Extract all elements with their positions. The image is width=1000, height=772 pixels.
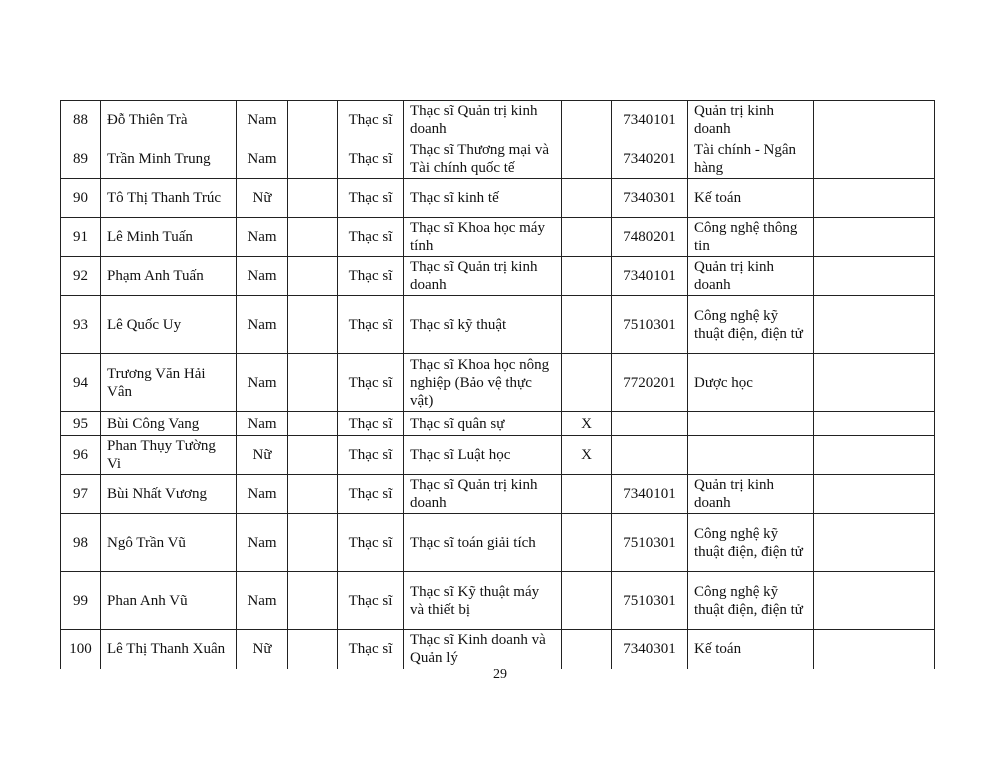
staff-name: Phạm Anh Tuấn: [101, 257, 237, 296]
note-cell: [814, 572, 935, 630]
empty-cell: [288, 630, 338, 669]
gender: Nam: [237, 354, 288, 412]
row-number: 99: [61, 572, 101, 630]
mark: [562, 101, 612, 140]
table-row: [61, 179, 935, 218]
empty-cell: [288, 572, 338, 630]
staff-name: Trương Văn Hải Vân: [101, 354, 237, 412]
staff-name: Lê Minh Tuấn: [101, 218, 237, 257]
field-code: [612, 412, 688, 436]
field-code: 7340101: [612, 257, 688, 296]
degree: Thạc sĩ: [338, 257, 404, 296]
staff-table: [60, 100, 935, 669]
note-cell: [814, 514, 935, 572]
table-row: [61, 514, 935, 572]
degree: Thạc sĩ: [338, 475, 404, 514]
major: Thạc sĩ quân sự: [404, 412, 562, 436]
mark: [562, 630, 612, 669]
field-name: Quản trị kinh doanh: [688, 475, 814, 514]
mark: [562, 179, 612, 218]
field-name: Kế toán: [688, 630, 814, 669]
empty-cell: [288, 179, 338, 218]
mark: [562, 514, 612, 572]
mark: [562, 572, 612, 630]
row-number: 92: [61, 257, 101, 296]
field-code: 7340201: [612, 140, 688, 179]
staff-name: Tô Thị Thanh Trúc: [101, 179, 237, 218]
gender: Nam: [237, 101, 288, 140]
table-row: [61, 257, 935, 296]
note-cell: [814, 296, 935, 354]
row-number: 93: [61, 296, 101, 354]
major: Thạc sĩ Quản trị kinh doanh: [404, 101, 562, 140]
gender: Nam: [237, 218, 288, 257]
empty-cell: [288, 296, 338, 354]
field-code: 7340301: [612, 630, 688, 669]
row-number: 91: [61, 218, 101, 257]
note-cell: [814, 436, 935, 475]
degree: Thạc sĩ: [338, 630, 404, 669]
note-cell: [814, 218, 935, 257]
staff-name: Bùi Công Vang: [101, 412, 237, 436]
note-cell: [814, 101, 935, 140]
degree: Thạc sĩ: [338, 179, 404, 218]
row-number: 100: [61, 630, 101, 669]
field-name: Tài chính - Ngân hàng: [688, 140, 814, 179]
row-number: 96: [61, 436, 101, 475]
degree: Thạc sĩ: [338, 572, 404, 630]
empty-cell: [288, 475, 338, 514]
table-row: [61, 354, 935, 412]
field-name: Công nghệ kỹ thuật điện, điện tử: [688, 514, 814, 572]
gender: Nam: [237, 572, 288, 630]
major: Thạc sĩ Kỹ thuật máy và thiết bị: [404, 572, 562, 630]
major: Thạc sĩ kỹ thuật: [404, 296, 562, 354]
major: Thạc sĩ Khoa học nông nghiệp (Bảo vệ thực vật): [404, 354, 562, 412]
table-row: [61, 218, 935, 257]
gender: Nữ: [237, 630, 288, 669]
table-body: [61, 101, 935, 669]
field-code: 7510301: [612, 572, 688, 630]
gender: Nữ: [237, 179, 288, 218]
mark: [562, 475, 612, 514]
staff-name: Bùi Nhất Vương: [101, 475, 237, 514]
field-name: [688, 412, 814, 436]
mark: [562, 140, 612, 179]
field-code: 7340301: [612, 179, 688, 218]
field-code: 7720201: [612, 354, 688, 412]
degree: Thạc sĩ: [338, 514, 404, 572]
field-name: Công nghệ thông tin: [688, 218, 814, 257]
major: Thạc sĩ Luật học: [404, 436, 562, 475]
major: Thạc sĩ Kinh doanh và Quản lý: [404, 630, 562, 669]
table-row: [61, 412, 935, 436]
table-row: [61, 572, 935, 630]
major: Thạc sĩ Quản trị kinh doanh: [404, 475, 562, 514]
row-number: 98: [61, 514, 101, 572]
empty-cell: [288, 218, 338, 257]
gender: Nam: [237, 296, 288, 354]
empty-cell: [288, 354, 338, 412]
field-name: Dược học: [688, 354, 814, 412]
table-row: [61, 436, 935, 475]
field-name: Kế toán: [688, 179, 814, 218]
table-row: [61, 140, 935, 179]
major: Thạc sĩ Khoa học máy tính: [404, 218, 562, 257]
staff-name: Lê Quốc Uy: [101, 296, 237, 354]
field-code: 7340101: [612, 101, 688, 140]
degree: Thạc sĩ: [338, 218, 404, 257]
staff-name: Phan Anh Vũ: [101, 572, 237, 630]
row-number: 97: [61, 475, 101, 514]
row-number: 94: [61, 354, 101, 412]
empty-cell: [288, 140, 338, 179]
degree: Thạc sĩ: [338, 296, 404, 354]
staff-name: Ngô Trần Vũ: [101, 514, 237, 572]
row-number: 95: [61, 412, 101, 436]
field-name: [688, 436, 814, 475]
field-code: 7510301: [612, 514, 688, 572]
degree: Thạc sĩ: [338, 101, 404, 140]
degree: Thạc sĩ: [338, 412, 404, 436]
gender: Nam: [237, 140, 288, 179]
degree: Thạc sĩ: [338, 436, 404, 475]
mark: X: [562, 412, 612, 436]
staff-name: Trần Minh Trung: [101, 140, 237, 179]
staff-name: Lê Thị Thanh Xuân: [101, 630, 237, 669]
empty-cell: [288, 412, 338, 436]
mark: X: [562, 436, 612, 475]
staff-name: Phan Thụy Tường Vi: [101, 436, 237, 475]
field-code: [612, 436, 688, 475]
degree: Thạc sĩ: [338, 354, 404, 412]
empty-cell: [288, 514, 338, 572]
staff-name: Đỗ Thiên Trà: [101, 101, 237, 140]
row-number: 89: [61, 140, 101, 179]
field-name: Quản trị kinh doanh: [688, 257, 814, 296]
note-cell: [814, 354, 935, 412]
mark: [562, 296, 612, 354]
gender: Nam: [237, 475, 288, 514]
note-cell: [814, 140, 935, 179]
major: Thạc sĩ kinh tế: [404, 179, 562, 218]
note-cell: [814, 412, 935, 436]
major: Thạc sĩ toán giải tích: [404, 514, 562, 572]
empty-cell: [288, 101, 338, 140]
major: Thạc sĩ Quản trị kinh doanh: [404, 257, 562, 296]
mark: [562, 354, 612, 412]
field-name: Công nghệ kỹ thuật điện, điện tử: [688, 296, 814, 354]
note-cell: [814, 630, 935, 669]
mark: [562, 257, 612, 296]
gender: Nữ: [237, 436, 288, 475]
page-number: 29: [493, 667, 507, 682]
row-number: 90: [61, 179, 101, 218]
gender: Nam: [237, 514, 288, 572]
empty-cell: [288, 436, 338, 475]
field-code: 7480201: [612, 218, 688, 257]
field-code: 7340101: [612, 475, 688, 514]
field-code: 7510301: [612, 296, 688, 354]
table-row: [61, 475, 935, 514]
field-name: Công nghệ kỹ thuật điện, điện tử: [688, 572, 814, 630]
table-row: [61, 296, 935, 354]
note-cell: [814, 257, 935, 296]
note-cell: [814, 475, 935, 514]
mark: [562, 218, 612, 257]
degree: Thạc sĩ: [338, 140, 404, 179]
major: Thạc sĩ Thương mại và Tài chính quốc tế: [404, 140, 562, 179]
empty-cell: [288, 257, 338, 296]
row-number: 88: [61, 101, 101, 140]
table-row: [61, 630, 935, 669]
field-name: Quản trị kinh doanh: [688, 101, 814, 140]
gender: Nam: [237, 412, 288, 436]
gender: Nam: [237, 257, 288, 296]
table-row: [61, 101, 935, 140]
note-cell: [814, 179, 935, 218]
